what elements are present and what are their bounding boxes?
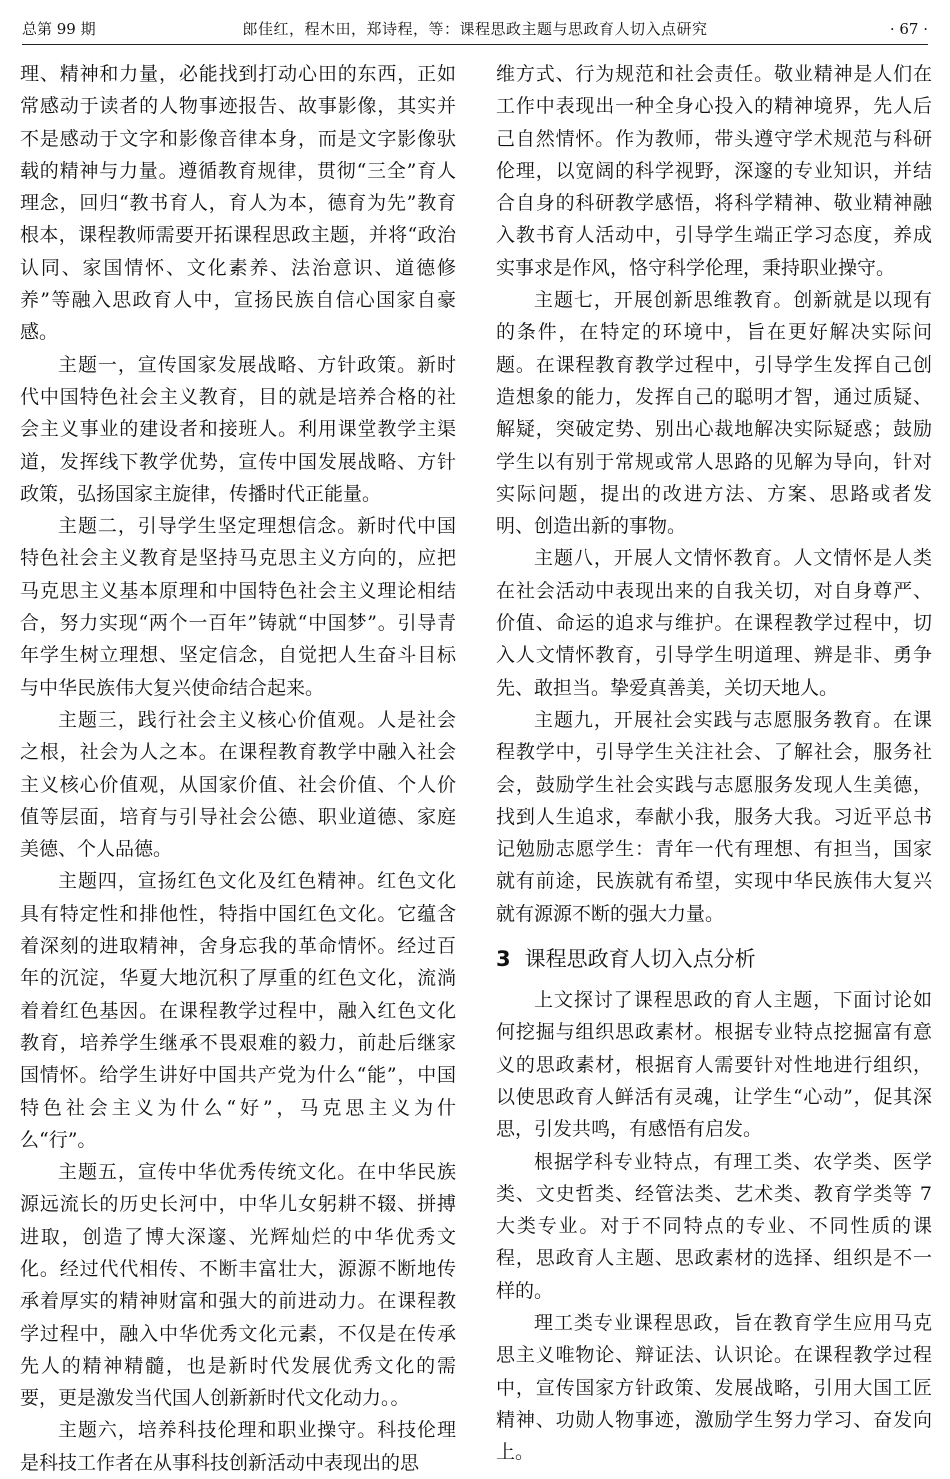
left-column <box>20 58 456 1479</box>
paragraph-continued: 理、精神和力量，必能找到打动心田的东西，正如常感动于读者的人物事迹报告、故事影像，其实并不是感动于文字和影像音律本身，而是文字影像驮载的精神与力量。遵循教育规律，贯彻“三全”育人理念，回归“教书育人，育人为本，德育为先”教育根本，课程教师需要开拓课程思政主题，并将“政治认同、家国情怀、文化素养、法治意识、道德修养”等融入思政育人中，宣扬民族自信心国家自豪感。 <box>20 63 456 344</box>
right-column <box>496 58 932 1468</box>
section-title: 课程思政育人切入点分析 <box>524 947 756 972</box>
running-title: 郎佳红，程木田，郑诗程，等：课程思政主题与思政育人切入点研究 <box>242 20 708 38</box>
issue-number: 总第 99 期 <box>22 20 96 38</box>
paragraph: 上文探讨了课程思政的育人主题，下面讨论如何挖掘与组织思政素材。根据专业特点挖掘富有意义的思政素材，根据育人需要针对性地进行组织，以使思政育人鲜活有灵魂，让学生“心动”，促其深思，引发共鸣，有感悟有启发。 <box>496 989 932 1141</box>
paragraph-theme-3: 主题三，践行社会主义核心价值观。人是社会之根，社会为人之本。在课程教育教学中融入社会主义核心价值观，从国家价值、社会价值、个人价值等层面，培育与引导社会公德、职业道德、家庭美德、个人品德。 <box>20 708 456 861</box>
section-number: 3 <box>496 947 511 972</box>
paragraph-theme-5: 主题五，宣传中华优秀传统文化。在中华民族源远流长的历史长河中，中华儿女躬耕不辍、拼搏进取，创造了博大深邃、光辉灿烂的中华优秀文化。经过代代相传、不断丰富壮大，源源不断地传承着厚实的精神财富和强大的前进动力。在课程教学过程中，融入中华优秀文化元素，不仅是在传承先人的精神精髓，也是新时代发展优秀文化的需要，更是激发当代国人创新新时代文化动力。。 <box>20 1161 456 1410</box>
page-number: · 67 · <box>889 20 928 38</box>
paragraph-theme-7: 主题七，开展创新思维教育。创新就是以现有的条件，在特定的环境中，旨在更好解决实际问题。在课程教育教学过程中，引导学生发挥自己创造想象的能力，发挥自己的聪明才智，通过质疑、解疑，突破定势、别出心裁地解决实际疑惑；鼓励学生以有别于常规或常人思路的见解为导向，针对实际问题，提出的改进方法、方案、思路或者发明、创造出新的事物。 <box>496 289 932 538</box>
paragraph: 理工类专业课程思政，旨在教育学生应用马克思主义唯物论、辩证法、认识论。在课程教学过程中，宣传国家方针政策、发展战略，引用大国工匠精神、功勋人物事迹，激励学生努力学习、奋发向上。 <box>496 1311 932 1464</box>
paragraph-theme-8: 主题八，开展人文情怀教育。人文情怀是人类在社会活动中表现出来的自我关切，对自身尊严、价值、命运的追求与维护。在课程教学过程中，切入人文情怀教育，引导学生明道理、辨是非、勇争先、敢担当。挚爱真善美，关切天地人。 <box>496 547 932 699</box>
paragraph-continued: 维方式、行为规范和社会责任。敬业精神是人们在工作中表现出一种全身心投入的精神境界，先人后己自然情怀。作为教师，带头遵守学术规范与科研伦理，以宽阔的科学视野，深邃的专业知识，并结合自身的科研教学感悟，将科学精神、敬业精神融入教书育人活动中，引导学生端正学习态度，养成实事求是作风，恪守科学伦理，秉持职业操守。 <box>496 63 932 279</box>
running-header <box>22 14 928 45</box>
section-heading <box>496 942 932 976</box>
paragraph: 根据学科专业特点，有理工类、农学类、医学类、文史哲类、经管法类、艺术类、教育学类等 7 大类专业。对于不同特点的专业、不同性质的课程，思政育人主题、思政素材的选择、组织是不一样的。 <box>496 1150 932 1302</box>
paragraph-theme-6: 主题六，培养科技伦理和职业操守。科技伦理是科技工作者在从事科技创新活动中表现出的思 <box>20 1419 456 1474</box>
paragraph-theme-9: 主题九，开展社会实践与志愿服务教育。在课程教学中，引导学生关注社会、了解社会，服务社会，鼓励学生社会实践与志愿服务发现人生美德，找到人生追求，奉献小我，服务大我。习近平总书记勉励志愿学生：青年一代有理想、有担当，国家就有前途，民族就有希望，实现中华民族伟大复兴就有源源不断的强大力量。 <box>496 708 932 925</box>
paragraph-theme-4: 主题四，宣扬红色文化及红色精神。红色文化具有特定性和排他性，特指中国红色文化。它蕴含着深刻的进取精神，舍身忘我的革命情怀。经过百年的沉淀，华夏大地沉积了厚重的红色文化，流淌着着红色基因。在课程教学过程中，融入红色文化教育，培养学生继承不畏艰难的毅力，前赴后继家国情怀。给学生讲好中国共产党为什么“能”，中国特色社会主义为什么“好”，马克思主义为什么“行”。 <box>20 870 456 1151</box>
paragraph-theme-1: 主题一，宣传国家发展战略、方针政策。新时代中国特色社会主义教育，目的就是培养合格的社会主义事业的建设者和接班人。利用课堂教学主渠道，发挥线下教学优势，宣传中国发展战略、方针政策，弘扬国家主旋律，传播时代正能量。 <box>20 353 456 505</box>
paragraph-theme-2: 主题二，引导学生坚定理想信念。新时代中国特色社会主义教育是坚持马克思主义方向的，应把马克思主义基本原理和中国特色社会主义理论相结合，努力实现“两个一百年”铸就“中国梦”。引导青年学生树立理想、坚定信念，自觉把人生奋斗目标与中华民族伟大复兴使命结合起来。 <box>20 515 456 699</box>
